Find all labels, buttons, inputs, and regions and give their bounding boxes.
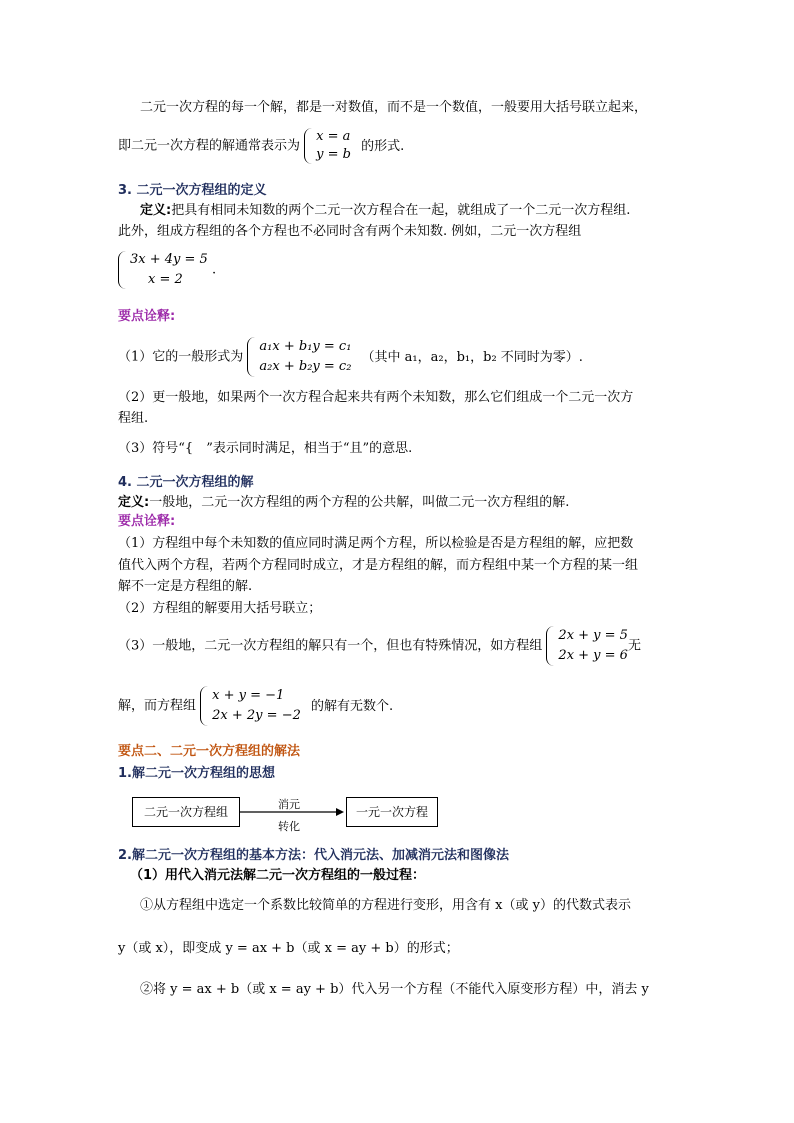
paragraph-solution-intro: 二元一次方程的每一个解，都是一对数值，而不是一个数值，一般要用大括号联立起来， bbox=[140, 100, 648, 115]
s3-note-2-cont: 程组. bbox=[118, 411, 149, 426]
flow-box-right: 一元一次方程 bbox=[346, 797, 438, 827]
flow-box-left: 二元一次方程组 bbox=[132, 797, 240, 827]
s3-definition bbox=[140, 203, 630, 219]
k2-2-title: 2.解二元一次方程组的基本方法：代入消元法、加减消元法和图像法 bbox=[118, 848, 509, 863]
section-3-title: 3. 二元一次方程组的定义 bbox=[118, 183, 267, 198]
s3-definition-cont: 此外，组成方程组的各个方程也不必同时含有两个未知数. 例如，二元一次方程组 bbox=[118, 224, 582, 239]
paragraph-solution-form bbox=[118, 128, 404, 164]
s4-note-1-cont: 值代入两个方程，若两个方程同时成立，才是方程组的解，而方程组中某一个方程的某一组 bbox=[118, 558, 639, 573]
section-4-title: 4. 二元一次方程组的解 bbox=[118, 475, 254, 490]
equation-row: a₂x + b₂y = c₂ bbox=[259, 359, 352, 374]
equation-system-general bbox=[247, 337, 351, 377]
brace-icon bbox=[200, 686, 209, 726]
equation-row: x = 2 bbox=[148, 272, 183, 287]
definition-label: 定义: bbox=[140, 203, 172, 218]
equation-row: 2x + y = 6 bbox=[558, 648, 628, 663]
brace-icon bbox=[247, 337, 256, 377]
equation-row: a₁x + b₁y = c₁ bbox=[259, 339, 352, 354]
step-1-cont: y（或 x），即变成 y = ax + b（或 x = ay + b）的形式； bbox=[118, 941, 459, 956]
equation-system-example bbox=[118, 250, 208, 290]
brace-icon bbox=[304, 128, 313, 164]
s4-note-1: （1）方程组中每个未知数的值应同时满足两个方程，所以检验是否是方程组的解，应把数 bbox=[118, 536, 634, 551]
flow-label-top: 消元 bbox=[278, 798, 300, 811]
s3-note-1 bbox=[118, 337, 583, 377]
brace-icon bbox=[118, 251, 127, 289]
step-2: ②将 y = ax + b（或 x = ay + b）代入另一个方程（不能代入原变形方程）中，消去 y bbox=[140, 982, 649, 997]
text: . bbox=[211, 262, 217, 278]
key-point-2-title: 要点二、二元一次方程组的解法 bbox=[118, 744, 301, 759]
text: 即二元一次方程的解通常表示为 bbox=[118, 138, 301, 154]
equation-system-ab bbox=[304, 128, 351, 164]
definition-text: 一般地，二元一次方程组的两个方程的公共解，叫做二元一次方程组的解. bbox=[149, 495, 570, 510]
equation-row: 2x + y = 5 bbox=[558, 628, 628, 643]
text: （1）它的一般形式为 bbox=[118, 349, 244, 365]
s3-note-2: （2）更一般地，如果两个一次方程合起来共有两个未知数，那么它们组成一个二元一次方 bbox=[118, 390, 634, 405]
equation-system-no-solution bbox=[546, 626, 628, 666]
text: 的形式. bbox=[361, 138, 405, 154]
equation-row: x = a bbox=[316, 129, 351, 144]
brace-icon bbox=[546, 626, 555, 666]
text: 的解有无数个. bbox=[311, 698, 394, 714]
s4-notes-label: 要点诠释: bbox=[118, 514, 176, 529]
k2-2-subtitle: （1）用代入消元法解二元一次方程组的一般过程： bbox=[130, 868, 426, 883]
k2-1-title: 1.解二元一次方程组的思想 bbox=[118, 766, 275, 781]
s3-notes-label: 要点诠释: bbox=[118, 309, 176, 324]
flow-arrow-icon bbox=[240, 806, 346, 818]
definition-text: 把具有相同未知数的两个二元一次方程合在一起，就组成了一个二元一次方程组. bbox=[171, 203, 631, 218]
equation-row: y = b bbox=[316, 147, 351, 162]
s3-note-3: （3）符号“{ ”表示同时满足，相当于“且”的意思. bbox=[118, 441, 413, 456]
s4-definition bbox=[118, 495, 569, 511]
text: （其中 a₁，a₂，b₁，b₂ 不同时为零）. bbox=[361, 349, 583, 365]
step-1: ①从方程组中选定一个系数比较简单的方程进行变形，用含有 x（或 y）的代数式表示 bbox=[140, 898, 631, 913]
s4-note-2: （2）方程组的解要用大括号联立； bbox=[118, 601, 322, 616]
s3-example-system bbox=[118, 250, 216, 290]
s4-note-3-cont bbox=[118, 686, 393, 726]
flow-label-bottom: 转化 bbox=[278, 820, 300, 833]
text: 无 bbox=[627, 638, 641, 654]
s4-note-3 bbox=[118, 626, 641, 666]
s4-note-1-cont2: 解不一定是方程组的解. bbox=[118, 579, 253, 594]
text: 解，而方程组 bbox=[118, 698, 197, 714]
equation-row: x + y = −1 bbox=[212, 688, 285, 703]
text: （3）一般地，二元一次方程组的解只有一个，但也有特殊情况，如方程组 bbox=[118, 638, 543, 654]
equation-row: 3x + 4y = 5 bbox=[130, 252, 208, 267]
equation-system-infinite bbox=[200, 686, 301, 726]
definition-label: 定义: bbox=[118, 495, 150, 510]
equation-row: 2x + 2y = −2 bbox=[212, 708, 301, 723]
